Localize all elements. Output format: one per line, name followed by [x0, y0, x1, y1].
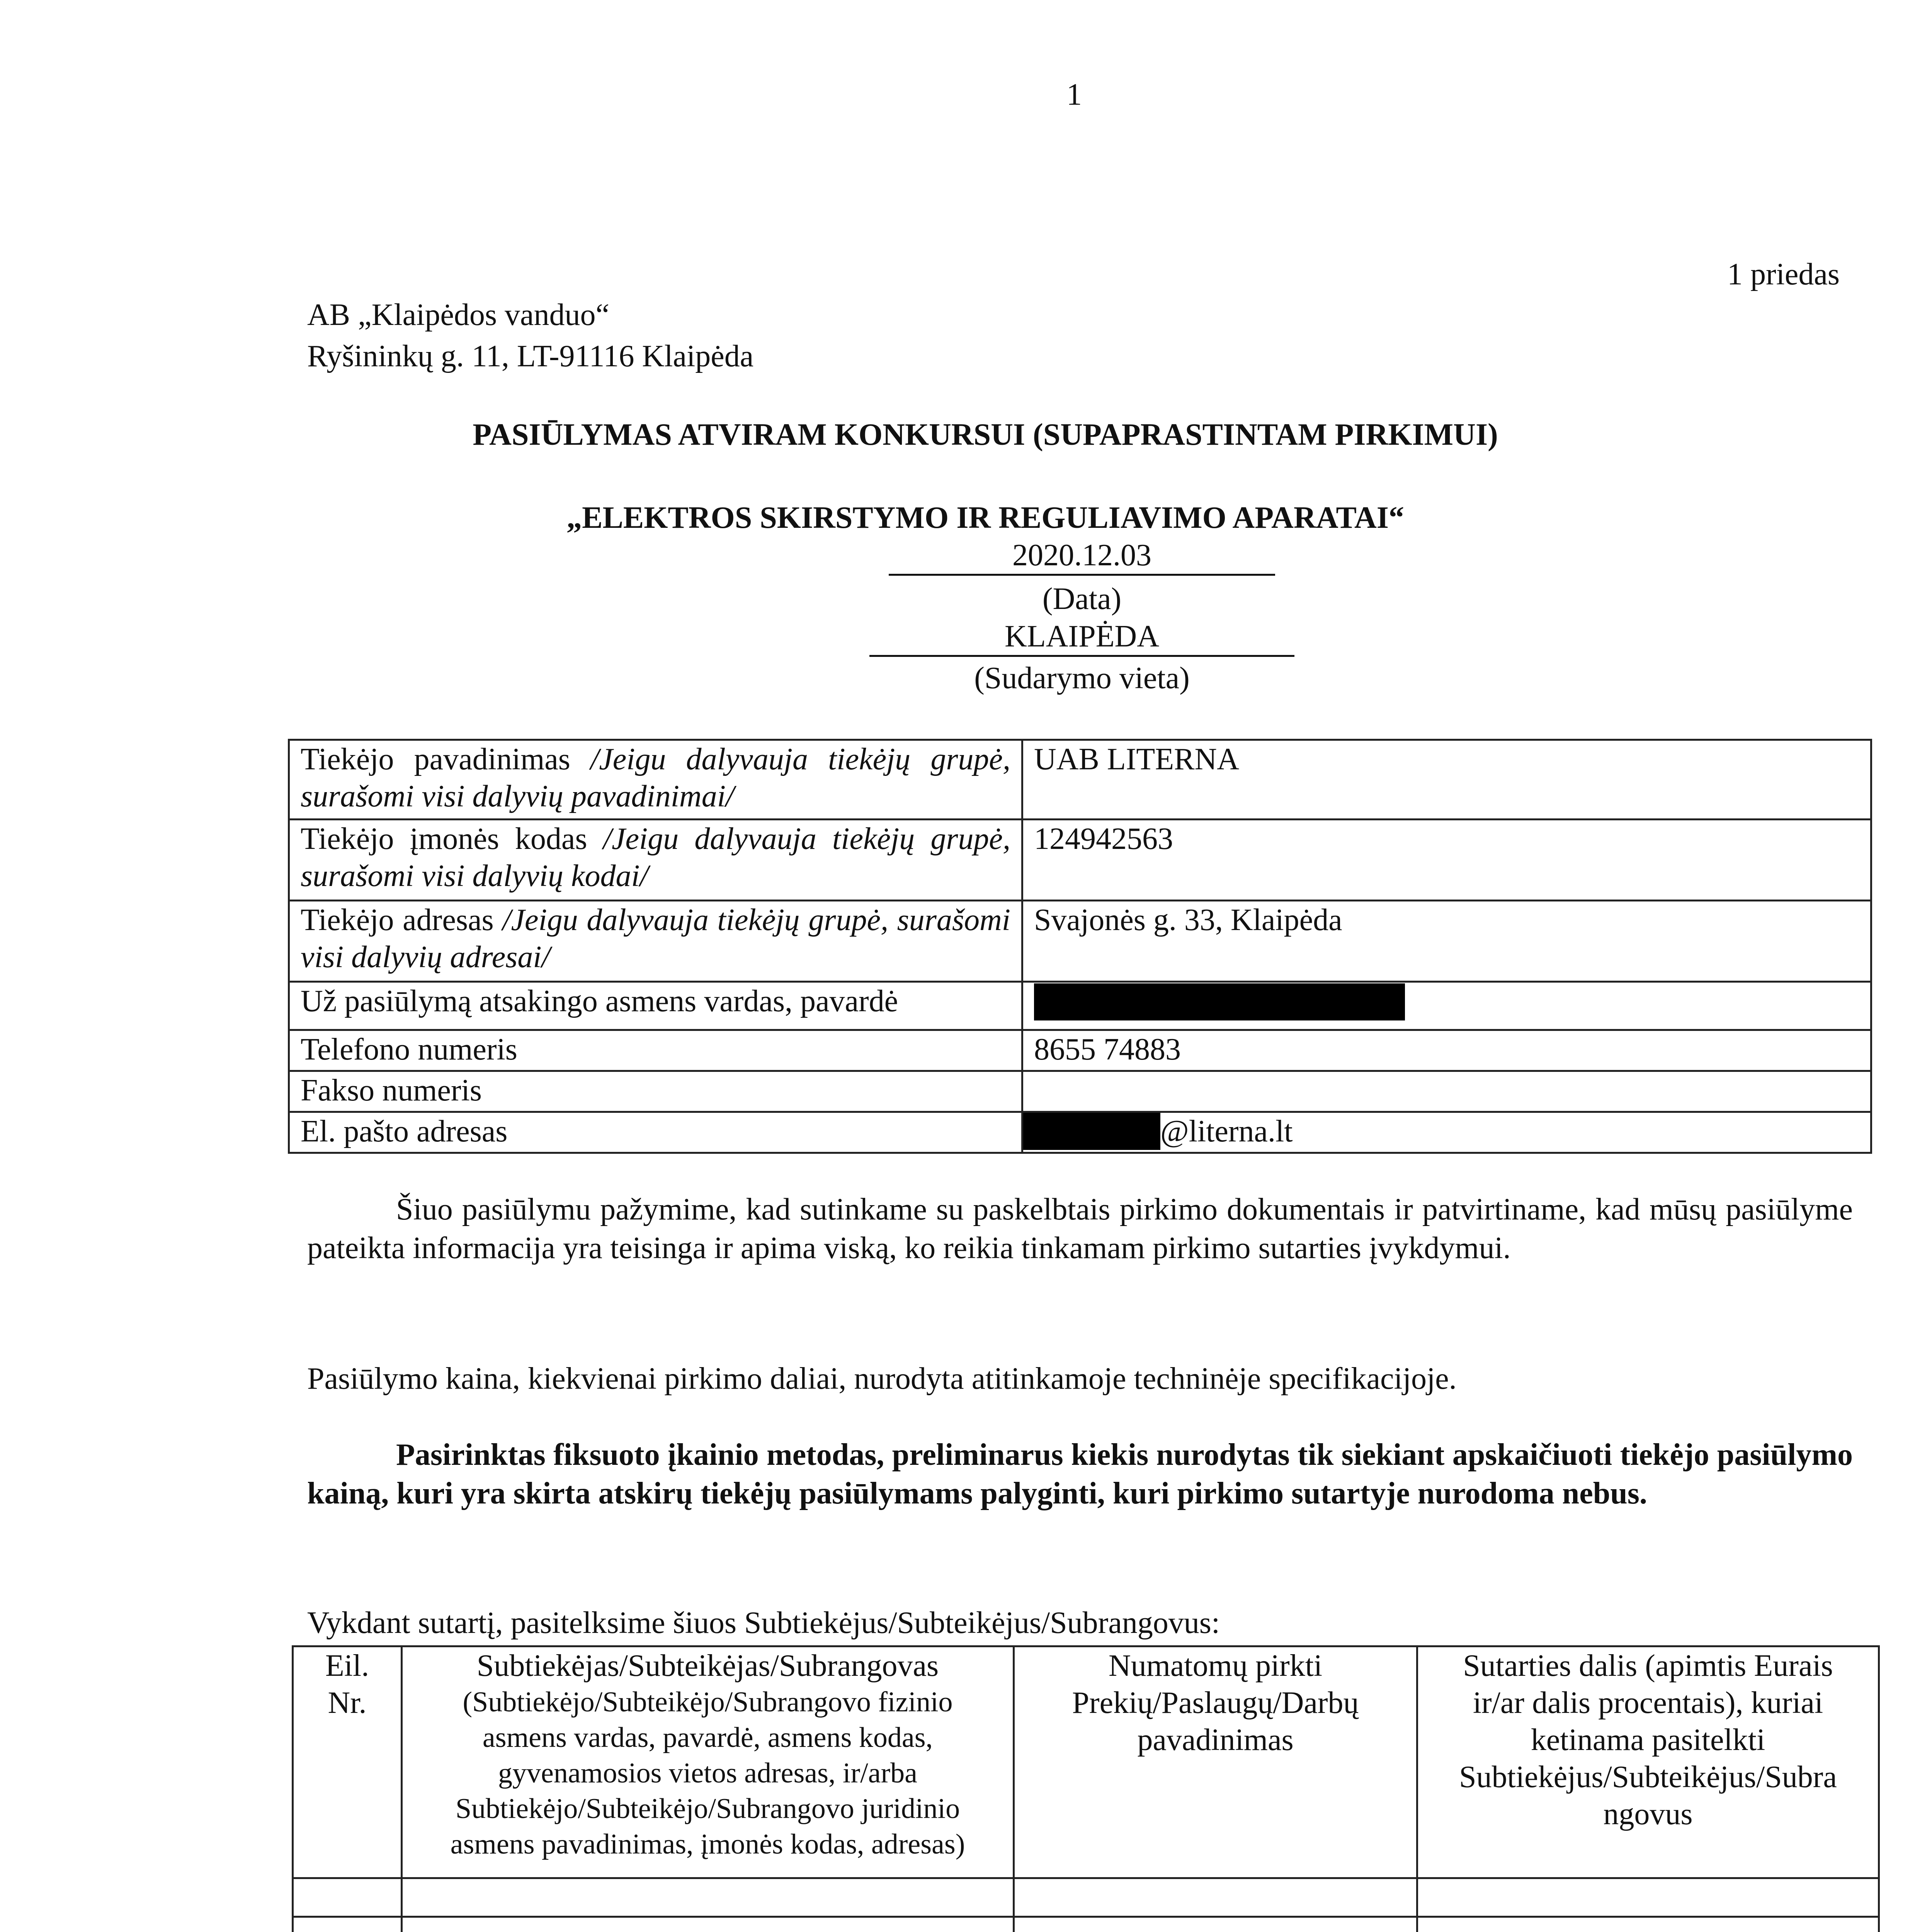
- redaction-block: [1034, 983, 1405, 1020]
- table-row: [289, 1071, 1871, 1112]
- document-title: PASIŪLYMAS ATVIRAM KONKURSUI (SUPAPRASTINTAM PIRKIMUI): [473, 418, 1498, 452]
- table-row: [289, 1030, 1871, 1071]
- page-number: 1: [1066, 78, 1082, 112]
- table-row: [289, 740, 1871, 820]
- header-contract-share: Sutarties dalis (apimtis Eurais ir/ar dalis procentais), kuriai ketinama pasitelkti Subtiekėjus/Subteikėjus/Subra ngovus: [1417, 1646, 1879, 1878]
- phone-value: 8655 74883: [1022, 1030, 1871, 1071]
- date-value: 2020.12.03: [889, 537, 1275, 576]
- supplier-address-label: Tiekėjo adresas /Jeigu dalyvauja tiekėjų grupė, surašomi visi dalyvių adresai/: [289, 901, 1022, 982]
- supplier-code-value: 124942563: [1022, 820, 1871, 901]
- supplier-code-label: Tiekėjo įmonės kodas /Jeigu dalyvauja tiekėjų grupė, surašomi visi dalyvių kodai/: [289, 820, 1022, 901]
- responsible-person-label: Už pasiūlymą atsakingo asmens vardas, pavardė: [289, 982, 1022, 1030]
- date-caption: (Data): [1042, 582, 1122, 616]
- table-row: [289, 820, 1871, 901]
- table-row: [293, 1878, 1879, 1917]
- fax-value: [1022, 1071, 1871, 1112]
- email-value: @literna.lt: [1022, 1112, 1871, 1153]
- place-value: KLAIPĖDA: [869, 618, 1294, 657]
- fax-label: Fakso numeris: [289, 1071, 1022, 1112]
- table-row: [289, 901, 1871, 982]
- buyer-name: AB „Klaipėdos vanduo“: [307, 298, 610, 332]
- phone-label: Telefono numeris: [289, 1030, 1022, 1071]
- supplier-address-value: Svajonės g. 33, Klaipėda: [1022, 901, 1871, 982]
- redaction-block: [1023, 1113, 1160, 1150]
- supplier-name-value: UAB LITERNA: [1022, 740, 1871, 820]
- subcontractors-intro: Vykdant sutartį, pasitelksime šiuos Subtiekėjus/Subteikėjus/Subrangovus:: [307, 1606, 1220, 1640]
- supplier-table: [288, 739, 1872, 1154]
- pricing-method-paragraph: Pasirinktas fiksuoto įkainio metodas, preliminarus kiekis nurodytas tik siekiant apskaičiuoti tiekėjo pasiūlymo kainą, kuri yra skirta atskirų tiekėjų pasiūlymams palyginti, kuri pirkimo sutartyje nurodoma nebus.: [307, 1438, 1853, 1510]
- annex-label: 1 priedas: [1727, 257, 1840, 291]
- buyer-address: Ryšininkų g. 11, LT-91116 Klaipėda: [307, 339, 754, 373]
- responsible-person-value: [1022, 982, 1871, 1030]
- agreement-paragraph: Šiuo pasiūlymu pažymime, kad sutinkame su paskelbtais pirkimo dokumentais ir patvirtiname, kad mūsų pasiūlyme pateikta informacija yra teisinga ir apima viską, ko reikia tinkamam pirkimo sutarties įvykdymui.: [307, 1192, 1853, 1265]
- subcontractors-table: [292, 1645, 1880, 1932]
- table-row: [289, 982, 1871, 1030]
- header-subcontractor: Subtiekėjas/Subteikėjas/Subrangovas (Subtiekėjo/Subteikėjo/Subrangovo fizinio asmens vardas, pavardė, asmens kodas, gyvenamosios vietos adresas, ir/arba Subtiekėjo/Subteikėjo/Subrangovo juridinio asmens pavadinimas, įmonės kodas, adresas): [402, 1646, 1014, 1878]
- table-row: [293, 1917, 1879, 1932]
- price-paragraph: Pasiūlymo kaina, kiekvienai pirkimo daliai, nurodyta atitinkamoje techninėje specifikacijoje.: [307, 1362, 1457, 1396]
- header-number: Eil. Nr.: [293, 1646, 402, 1878]
- table-row: [289, 1112, 1871, 1153]
- table-row: [293, 1646, 1879, 1878]
- header-goods: Numatomų pirkti Prekių/Paslaugų/Darbų pavadinimas: [1014, 1646, 1417, 1878]
- supplier-name-label: Tiekėjo pavadinimas /Jeigu dalyvauja tiekėjų grupė, surašomi visi dalyvių pavadinimai/: [289, 740, 1022, 820]
- document-subject: „ELEKTROS SKIRSTYMO IR REGULIAVIMO APARATAI“: [566, 501, 1404, 535]
- place-caption: (Sudarymo vieta): [974, 661, 1190, 695]
- email-label: El. pašto adresas: [289, 1112, 1022, 1153]
